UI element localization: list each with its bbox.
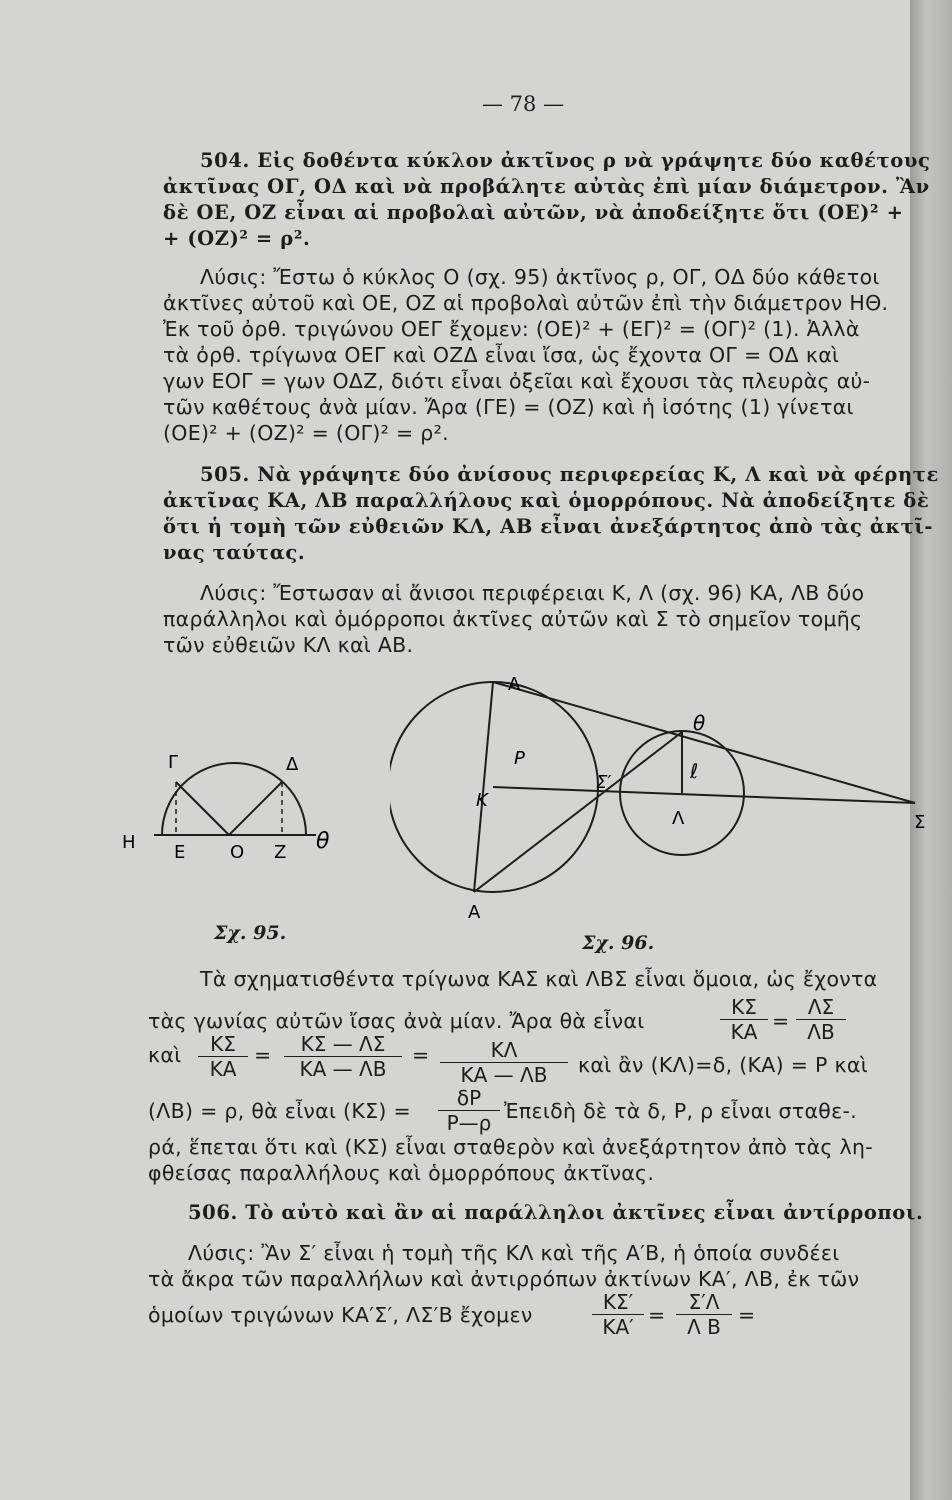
fraction-numerator: ΚΣ: [720, 995, 768, 1020]
fig95-label-d: Δ: [286, 754, 299, 775]
figure-95: [110, 740, 350, 940]
fig95-label-e: Ε: [174, 842, 186, 863]
fig96-label-sigma: Σ: [914, 812, 926, 833]
fig95-label-theta: θ: [316, 829, 330, 854]
solution-506-line-2: τὰ ἄκρα τῶν παραλλήλων καὶ ἀντιρρόπων ἀκτίνων ΚΑ′, ΛΒ, ἐκ τῶν: [148, 1267, 860, 1291]
equals-sign: =: [254, 1043, 272, 1067]
fraction-denominator: ΚΑ — ΛΒ: [460, 1063, 548, 1087]
fraction-numerator: ΚΣ′: [592, 1290, 644, 1315]
solution-504-line-2: ἀκτῖνες αὐτοῦ καὶ ΟΕ, ΟΖ αἱ προβολαὶ αὐτῶν ἐπὶ τὴν διάμετρον ΗΘ.: [163, 291, 889, 315]
fig96-label-r: ℓ: [690, 759, 699, 783]
page-number: — 78 —: [482, 92, 565, 116]
text-definitions: καὶ ἂν (ΚΛ)=δ, (ΚΑ) = Ρ καὶ: [578, 1053, 868, 1077]
fig96-label-p: Ρ: [514, 748, 525, 769]
fraction-denominator: Λ Β: [687, 1315, 721, 1339]
solution-504-line-6: τῶν καθέτους ἀνὰ μίαν. Ἄρα (ΓΕ) = (ΟΖ) καὶ ἡ ἰσότης (1) γίνεται: [163, 395, 854, 419]
fraction-numerator: δΡ: [438, 1086, 500, 1111]
text-kai: καὶ: [148, 1043, 182, 1067]
fig96-label-l: Λ: [672, 808, 685, 829]
figure-95-caption: Σχ. 95.: [214, 922, 287, 944]
figure-96: [390, 660, 930, 930]
problem-504-line-4: + (ΟΖ)² = ρ².: [163, 227, 311, 250]
solution-504-line-5: γων ΕΟΓ = γων ΟΔΖ, διότι εἶναι ὀξεῖαι καὶ ἔχουσι τὰς πλευρὰς αὐ-: [163, 369, 871, 393]
fraction-ks-prime: [592, 1290, 644, 1339]
fig95-semicircle-upper: [162, 763, 306, 835]
fraction-numerator: Σ′Λ: [676, 1290, 732, 1315]
equals-sign: =: [772, 1009, 790, 1033]
figure-96-caption: Σχ. 96.: [582, 932, 655, 954]
fraction-difference: [284, 1032, 402, 1081]
fraction-dp: [438, 1086, 500, 1135]
solution-506-line-1: Λύσις: Ἂν Σ′ εἶναι ἡ τομὴ τῆς ΚΛ καὶ τῆς Α′Β, ἡ ὁποία συνδέει: [188, 1241, 840, 1265]
fraction-ls-lb: [796, 995, 846, 1044]
fig96-label-k: Κ: [476, 790, 488, 811]
problem-505-line-2: ἀκτῖνας ΚΑ, ΛΒ παραλλήλους καὶ ὁμορρόπους. Νὰ ἀποδείξητε δὲ: [163, 489, 930, 512]
fig95-label-g: Γ: [168, 752, 179, 773]
fig95-label-z: Ζ: [274, 842, 287, 863]
fig95-label-o: Ο: [230, 842, 245, 863]
fraction-kl: [440, 1038, 568, 1087]
fig96-label-a: Α: [508, 674, 521, 695]
fig96-line-kl-sigma: [493, 787, 915, 803]
fraction-ks-ka-2: [198, 1032, 248, 1081]
text-505-conclusion-1: ρά, ἕπεται ὅτι καὶ (ΚΣ) εἶναι σταθερὸν καὶ ἀνεξάρτητον ἀπὸ τὰς λη-: [148, 1135, 873, 1159]
fraction-numerator: ΚΣ: [198, 1032, 248, 1057]
fraction-denominator: ΚΑ — ΛΒ: [299, 1057, 387, 1081]
equals-sign: =: [738, 1303, 756, 1327]
solution-504-line-7: (ΟΕ)² + (ΟΖ)² = (ΟΓ)² = ρ².: [163, 421, 449, 445]
solution-505-line-2: παράλληλοι καὶ ὁμόρροποι ἀκτῖνες αὐτῶν καὶ Σ τὸ σημεῖον τομῆς: [163, 607, 863, 631]
problem-504-line-1: 504. Εἰς δοθέντα κύκλον ἀκτῖνος ρ νὰ γράψητε δύο καθέτους: [200, 149, 931, 172]
problem-504-line-3: δὲ ΟΕ, ΟΖ εἶναι αἱ προβολαὶ αὐτῶν, νὰ ἀποδείξητε ὅτι (ΟΕ)² +: [163, 201, 904, 224]
fig96-line-a2-b: [474, 732, 682, 892]
solution-506-line-3: ὁμοίων τριγώνων ΚΑ′Σ′, ΛΣ′Β ἔχομεν: [148, 1303, 533, 1327]
fraction-denominator: Ρ—ρ: [446, 1111, 492, 1135]
solution-504-line-3: Ἐκ τοῦ ὀρθ. τριγώνου ΟΕΓ ἔχομεν: (ΟΕ)² + (ΕΓ)² = (ΟΓ)² (1). Ἀλλὰ: [163, 317, 860, 341]
fig96-label-sigma-prime: Σ′: [596, 772, 612, 793]
fraction-denominator: ΛΒ: [807, 1020, 835, 1044]
fig96-radius-ka: [474, 682, 493, 892]
equals-sign: =: [412, 1043, 430, 1067]
fig95-label-h: Η: [122, 832, 136, 853]
fraction-numerator: ΛΣ: [796, 995, 846, 1020]
fraction-numerator: ΚΛ: [440, 1038, 568, 1063]
problem-505-line-4: νας ταύτας.: [163, 541, 306, 564]
fraction-denominator: ΚΑ: [209, 1057, 237, 1081]
fig96-line-ab-sigma: [493, 682, 915, 803]
fraction-denominator: ΚΑ′: [602, 1315, 634, 1339]
solution-504-line-4: τὰ ὀρθ. τρίγωνα ΟΕΓ καὶ ΟΖΔ εἶναι ἴσα, ὡς ἔχοντα ΟΓ = ΟΔ καὶ: [163, 343, 840, 367]
fraction-ks-ka: [720, 995, 768, 1044]
text-lb-rho: (ΛΒ) = ρ, θὰ εἶναι (ΚΣ) =: [148, 1099, 411, 1123]
text-since: Ἐπειδὴ δὲ τὰ δ, Ρ, ρ εἶναι σταθε-.: [504, 1099, 858, 1123]
problem-505-line-3: ὅτι ἡ τομὴ τῶν εὐθειῶν ΚΛ, ΑΒ εἶναι ἀνεξάρτητος ἀπὸ τὰς ἀκτῖ-: [163, 515, 934, 538]
fraction-denominator: ΚΑ: [730, 1020, 758, 1044]
text-505-after-line-2: τὰς γωνίας αὐτῶν ἴσας ἀνὰ μίαν. Ἄρα θὰ εἶναι: [148, 1009, 645, 1033]
problem-504-line-2: ἀκτῖνας ΟΓ, ΟΔ καὶ νὰ προβάλητε αὐτὰς ἐπὶ μίαν διάμετρον. Ἂν: [163, 175, 930, 198]
fraction-sl-prime: [676, 1290, 732, 1339]
equals-sign: =: [648, 1303, 666, 1327]
text-505-after-line-1: Τὰ σχηματισθέντα τρίγωνα ΚΑΣ καὶ ΛΒΣ εἶναι ὅμοια, ὡς ἔχοντα: [200, 967, 878, 991]
fig96-label-a-prime: Α: [468, 902, 481, 923]
problem-505-line-1: 505. Νὰ γράψητε δύο ἀνίσους περιφερείας Κ, Λ καὶ νὰ φέρητε: [200, 463, 939, 486]
fig95-radius-od: [229, 782, 282, 835]
text-505-conclusion-2: φθείσας παραλλήλους καὶ ὁμορρόπους ἀκτῖνας.: [148, 1161, 655, 1185]
solution-505-line-3: τῶν εὐθειῶν ΚΛ καὶ ΑΒ.: [163, 633, 414, 657]
problem-506-statement: 506. Τὸ αὐτὸ καὶ ἂν αἱ παράλληλοι ἀκτῖνες εἶναι ἀντίρροποι.: [188, 1201, 924, 1224]
fig95-radius-og: [176, 782, 229, 835]
fraction-numerator: ΚΣ — ΛΣ: [284, 1032, 402, 1057]
solution-505-line-1: Λύσις: Ἔστωσαν αἱ ἄνισοι περιφέρειαι Κ, Λ (σχ. 96) ΚΑ, ΛΒ δύο: [200, 581, 865, 605]
solution-504-line-1: Λύσις: Ἔστω ὁ κύκλος Ο (σχ. 95) ἀκτῖνος ρ, ΟΓ, ΟΔ δύο κάθετοι: [200, 265, 880, 289]
fig96-label-b: θ: [693, 711, 706, 735]
